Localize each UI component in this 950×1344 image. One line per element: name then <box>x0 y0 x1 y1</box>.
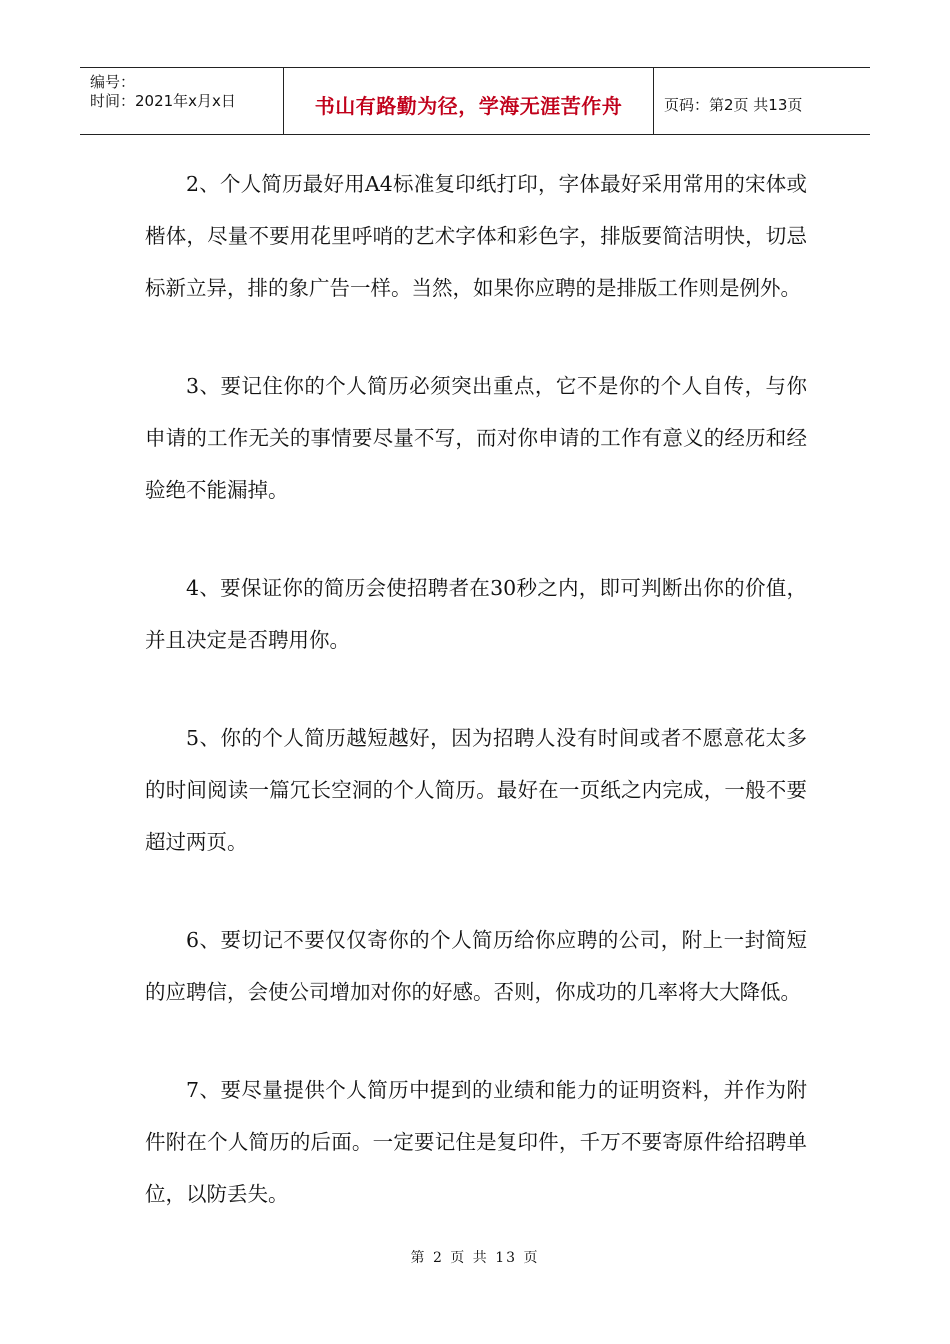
paragraph-2: 2、个人简历最好用A4标准复印纸打印，字体最好采用常用的宋体或楷体，尽量不要用花里呼哨的艺术字体和彩色字，排版要简洁明快，切忌标新立异，排的象广告一样。当然，如果你应聘的是排版工作则是例外。 <box>145 172 807 300</box>
paragraph-4: 4、要保证你的简历会使招聘者在30秒之内，即可判断出你的价值，并且决定是否聘用你。 <box>145 576 807 652</box>
header-motto-cell <box>284 68 654 134</box>
header-page-info-cell <box>654 68 870 134</box>
paragraph-6: 6、要切记不要仅仅寄你的个人简历给你应聘的公司，附上一封简短的应聘信，会使公司增加对你的好感。否则，你成功的几率将大大降低。 <box>145 928 807 1004</box>
paragraph-3: 3、要记住你的个人简历必须突出重点，它不是你的个人自传，与你申请的工作无关的事情要尽量不写，而对你申请的工作有意义的经历和经验绝不能漏掉。 <box>145 374 807 502</box>
header-meta <box>80 68 284 134</box>
document-date-label: 时间：2021年x月x日 <box>90 92 236 110</box>
paragraph-5: 5、你的个人简历越短越好，因为招聘人没有时间或者不愿意花太多的时间阅读一篇冗长空洞的个人简历。最好在一页纸之内完成，一般不要超过两页。 <box>145 726 807 854</box>
page-footer: 第 2 页 共 13 页 <box>410 1250 540 1266</box>
header-motto: 书山有路勤为径，学海无涯苦作舟 <box>314 93 623 118</box>
document-number-label: 编号： <box>90 73 136 91</box>
document-body <box>145 158 807 1266</box>
page-header <box>80 67 870 135</box>
header-page-info: 页码：第2页 共13页 <box>664 95 803 114</box>
paragraph-7: 7、要尽量提供个人简历中提到的业绩和能力的证明资料，并作为附件附在个人简历的后面。一定要记住是复印件，千万不要寄原件给招聘单位，以防丢失。 <box>145 1078 807 1206</box>
